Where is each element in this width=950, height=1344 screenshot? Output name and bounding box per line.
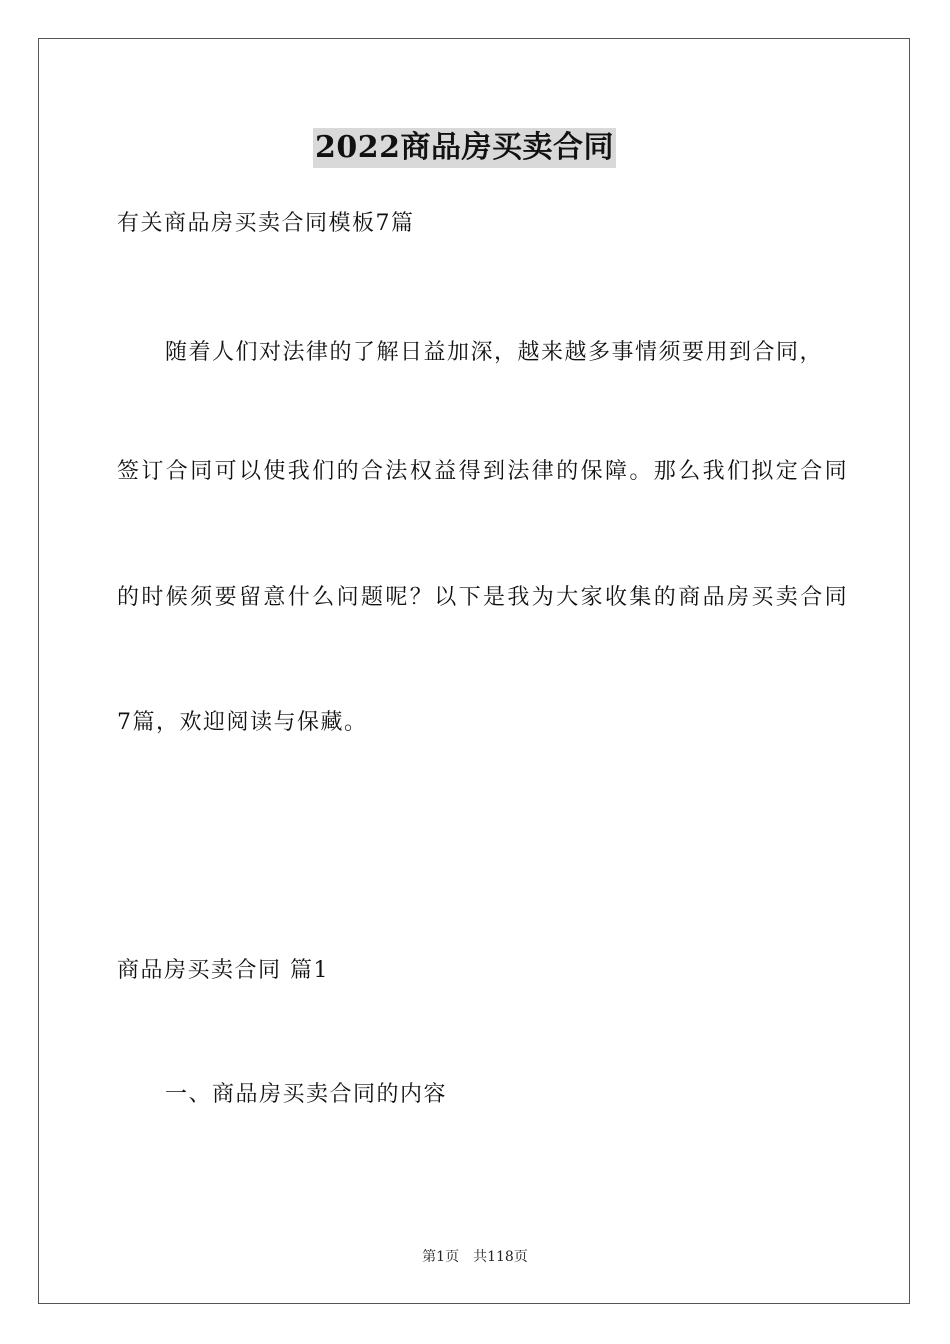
page-total: 共118页 xyxy=(473,1249,528,1265)
intro-paragraph-line: 7篇，欢迎阅读与保藏。 xyxy=(117,710,368,735)
intro-paragraph-line: 随着人们对法律的了解日益加深，越来越多事情须要用到合同， xyxy=(165,340,824,365)
document-title: 2022商品房买卖合同 xyxy=(313,128,616,168)
intro-paragraph-line: 签订合同可以使我们的合法权益得到法律的保障。那么我们拟定合同 xyxy=(117,459,850,484)
subsection-heading: 一、商品房买卖合同的内容 xyxy=(165,1082,448,1107)
section-heading: 商品房买卖合同 篇1 xyxy=(117,958,329,983)
intro-paragraph-line: 的时候须要留意什么问题呢？以下是我为大家收集的商品房买卖合同 xyxy=(117,585,850,610)
page-number: 第1页 xyxy=(422,1249,460,1265)
page-footer xyxy=(0,1247,950,1267)
document-subtitle: 有关商品房买卖合同模板7篇 xyxy=(117,211,415,236)
